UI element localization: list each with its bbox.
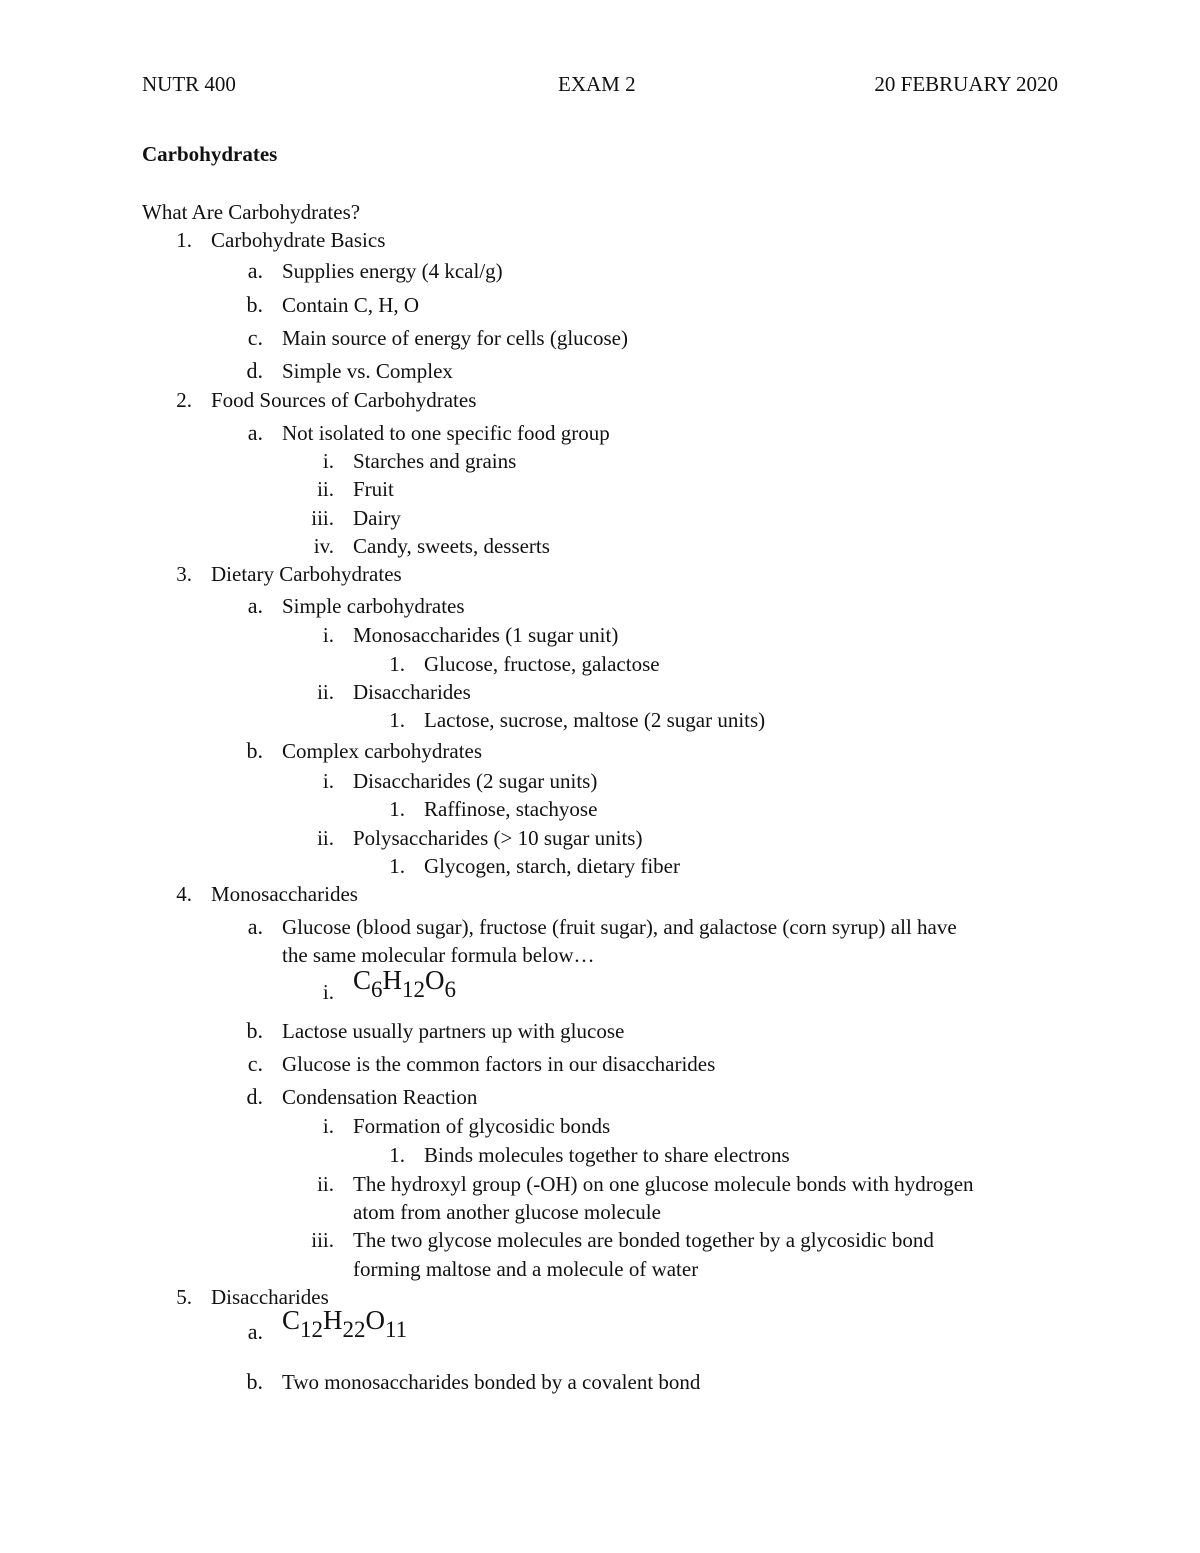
formula-element: C [353,965,372,995]
course-code: NUTR 400 [142,72,236,96]
formula-subscript: 22 [342,1317,366,1342]
list-marker: 2. [176,388,192,412]
outline-item-text: Disaccharides [353,680,471,704]
list-marker: i. [322,769,334,793]
formula-element: H [323,1305,343,1335]
list-marker: 1. [389,708,405,732]
outline-item-text: Binds molecules together to share electrons [424,1143,790,1167]
list-marker: b. [246,292,263,317]
outline-item-text: Glucose is the common factors in our disaccharides [282,1052,716,1076]
outline-item-text: Lactose usually partners up with glucose [282,1019,625,1043]
molecular-formula [282,1306,407,1344]
outline-item-text: Disaccharides [211,1285,329,1309]
list-marker: c. [247,325,263,350]
outline-item-text: the same molecular formula below… [282,943,595,967]
molecular-formula [353,966,456,1004]
outline-item-text: Lactose, sucrose, maltose (2 sugar units) [424,708,766,732]
exam-date: 20 FEBRUARY 2020 [874,72,1058,96]
outline-item-text: Raffinose, stachyose [424,797,598,821]
list-marker: 1. [389,1143,405,1167]
outline-item-text: Carbohydrate Basics [211,228,386,252]
outline-item-text: What Are Carbohydrates? [142,200,361,224]
outline-item-text: Monosaccharides (1 sugar unit) [353,623,619,647]
formula-subscript: 6 [444,977,457,1002]
list-marker: c. [247,1051,263,1076]
outline-item-text: Not isolated to one specific food group [282,421,610,445]
list-marker: 1. [389,797,405,821]
list-marker: 1. [176,228,192,252]
formula-subscript: 6 [371,977,383,1002]
list-marker: d. [246,358,263,383]
section-title: Carbohydrates [142,142,278,166]
formula-subscript: 12 [300,1317,324,1342]
list-marker: b. [246,1369,263,1394]
outline-item-text: Dairy [353,506,401,530]
exam-title: EXAM 2 [558,72,636,96]
list-marker: iii. [311,1228,334,1252]
list-marker: iv. [313,534,334,558]
outline-item-text: Formation of glycosidic bonds [353,1114,611,1138]
list-marker: ii. [317,826,334,850]
outline-item-text: Food Sources of Carbohydrates [211,388,477,412]
list-marker: b. [246,738,263,763]
list-marker: 4. [176,882,192,906]
list-marker: ii. [317,1172,334,1196]
list-marker: ii. [317,680,334,704]
outline-item-text: Two monosaccharides bonded by a covalent bond [282,1370,701,1394]
list-marker: d. [246,1084,263,1109]
list-marker: 1. [389,652,405,676]
outline-item-text: atom from another glucose molecule [353,1200,661,1224]
outline-item-text: Dietary Carbohydrates [211,562,402,586]
outline-item-text: Condensation Reaction [282,1085,478,1109]
list-marker: b. [246,1018,263,1043]
outline-item-text: Complex carbohydrates [282,739,483,763]
outline-item-text: The two glycose molecules are bonded together by a glycosidic bond [353,1228,934,1252]
formula-subscript: 12 [402,977,426,1002]
outline-item-text: Fruit [353,477,394,501]
list-marker: i. [322,1114,334,1138]
outline-item-text: Glucose (blood sugar), fructose (fruit sugar), and galactose (corn syrup) all have [282,915,957,939]
outline-item-text: Contain C, H, O [282,293,420,317]
list-marker: a. [247,914,263,939]
outline-item-text: Supplies energy (4 kcal/g) [282,259,503,283]
list-marker: a. [247,258,263,283]
outline-item-text: Glucose, fructose, galactose [424,652,660,676]
outline-item-text: Monosaccharides [211,882,358,906]
formula-element: O [365,1305,386,1335]
outline-item-text: The hydroxyl group (-OH) on one glucose molecule bonds with hydrogen [353,1172,974,1196]
formula-subscript: 11 [385,1317,408,1342]
outline-item-text: Simple vs. Complex [282,359,453,383]
list-marker: a. [247,593,263,618]
list-marker: 3. [176,562,192,586]
list-marker: i. [322,449,334,473]
formula-element: C [282,1305,301,1335]
list-marker: 1. [389,854,405,878]
formula-element: H [382,965,403,995]
outline-item-text: Main source of energy for cells (glucose) [282,326,628,350]
outline-item-text: Starches and grains [353,449,517,473]
outline-item-text: Disaccharides (2 sugar units) [353,769,598,793]
list-marker: ii. [317,477,334,501]
outline-item-text: Simple carbohydrates [282,594,465,618]
list-marker: a. [247,1319,263,1344]
list-marker: i. [322,980,334,1004]
formula-element: O [425,965,445,995]
outline-item-text: forming maltose and a molecule of water [353,1257,699,1281]
outline-item-text: Polysaccharides (> 10 sugar units) [353,826,643,850]
list-marker: 5. [176,1285,192,1309]
list-marker: i. [322,623,334,647]
outline-item-text: Glycogen, starch, dietary fiber [424,854,680,878]
list-marker: iii. [311,506,334,530]
list-marker: a. [247,420,263,445]
outline-item-text: Candy, sweets, desserts [353,534,550,558]
